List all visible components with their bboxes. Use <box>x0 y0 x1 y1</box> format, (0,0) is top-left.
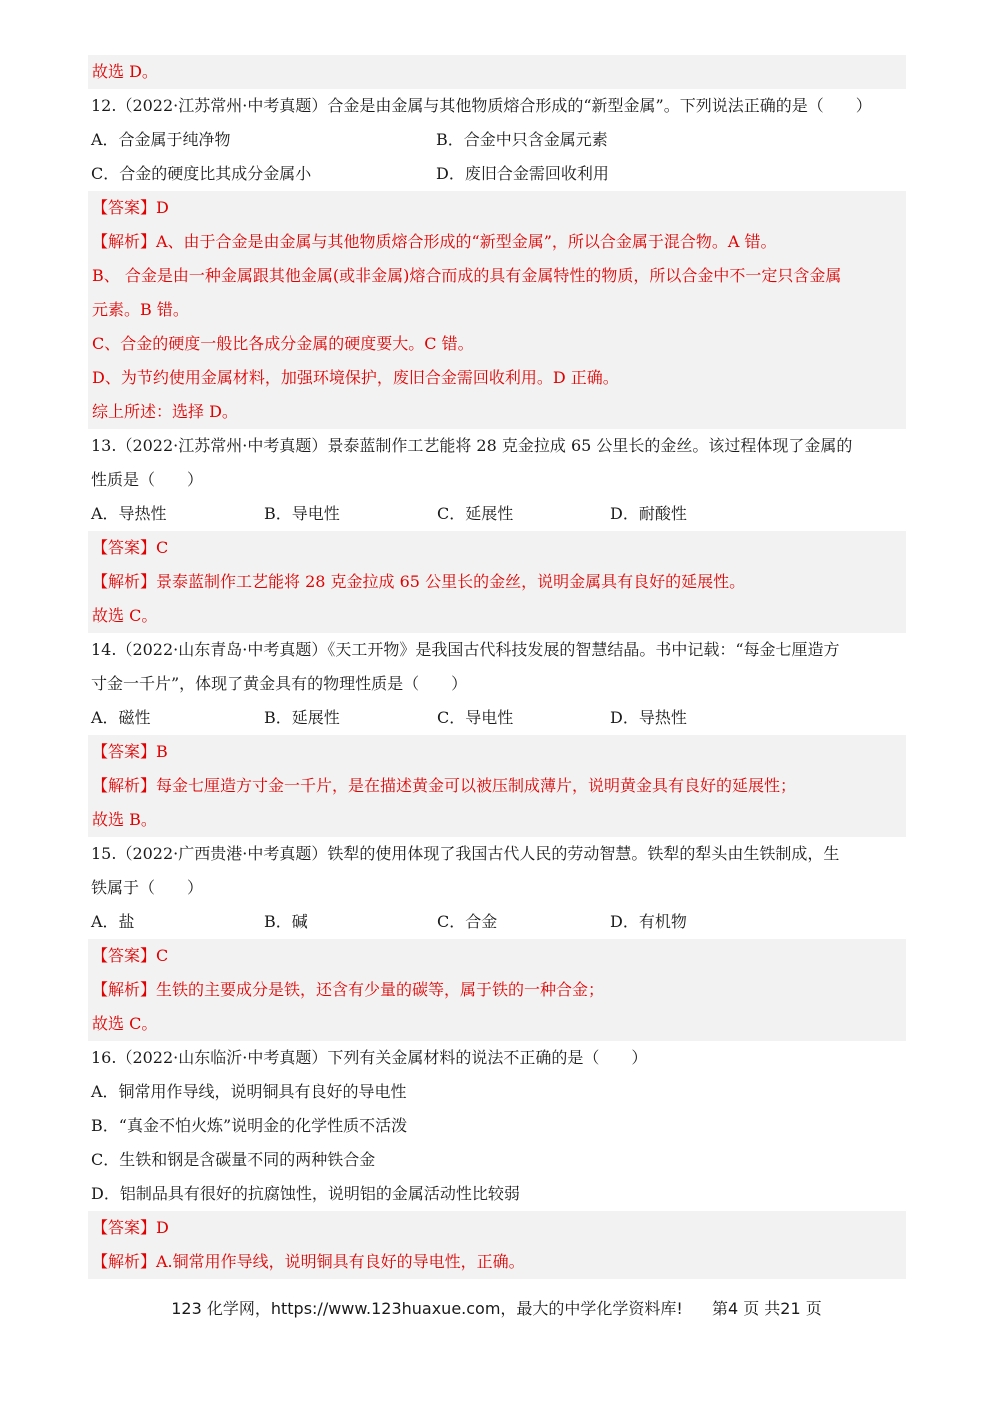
question-stem: 14.（2022·山东青岛·中考真题）《天工开物》是我国古代科技发展的智慧结晶。书中记载：“每金七厘造方 <box>91 640 840 659</box>
question-12 <box>88 89 906 191</box>
option-a: A．盐 <box>91 912 135 931</box>
answer-block-12 <box>88 191 906 429</box>
analysis-line: 故选 C。 <box>92 606 158 625</box>
options-row <box>88 905 906 939</box>
analysis-line: C、合金的硬度一般比各成分金属的硬度要大。C 错。 <box>92 334 474 353</box>
question-stem: 15.（2022·广西贵港·中考真题）铁犁的使用体现了我国古代人民的劳动智慧。铁犁的犁头由生铁制成，生 <box>91 844 840 863</box>
option-b: B．延展性 <box>264 708 340 727</box>
analysis-line: 综上所述：选择 D。 <box>92 402 238 421</box>
option-b: B．“真金不怕火炼”说明金的化学性质不活泼 <box>91 1116 408 1135</box>
option-b: B．导电性 <box>264 504 340 523</box>
option-d: D．导热性 <box>610 708 687 727</box>
question-stem: 16.（2022·山东临沂·中考真题）下列有关金属材料的说法不正确的是（ ） <box>91 1048 648 1067</box>
option-c: C．导电性 <box>437 708 514 727</box>
options-row <box>88 497 906 531</box>
analysis-line: D、为节约使用金属材料，加强环境保护，废旧合金需回收利用。D 正确。 <box>92 368 619 387</box>
page-footer <box>0 1295 993 1323</box>
answer-block-14 <box>88 735 906 837</box>
option-b: B．碱 <box>264 912 308 931</box>
question-stem: 铁属于（ ） <box>91 878 204 897</box>
options-row <box>88 701 906 735</box>
question-stem: 性质是（ ） <box>91 470 204 489</box>
analysis-line: 故选 B。 <box>92 810 157 829</box>
answer-line: 【答案】D <box>92 1218 169 1237</box>
footer-site-text: 123 化学网，https://www.123huaxue.com，最大的中学化学资料库! <box>171 1299 683 1318</box>
analysis-line: 元素。B 错。 <box>92 300 189 319</box>
analysis-line: B、 合金是由一种金属跟其他金属(或非金属)熔合而成的具有金属特性的物质，所以合金中不一定只含金属 <box>92 266 842 285</box>
question-16 <box>88 1041 906 1211</box>
question-14 <box>88 633 906 735</box>
option-b: B．合金中只含金属元素 <box>436 130 608 149</box>
options-row <box>88 157 906 191</box>
answer-line: 【答案】C <box>92 538 169 557</box>
answer-line: 【答案】C <box>92 946 169 965</box>
option-d: D．铝制品具有很好的抗腐蚀性，说明铝的金属活动性比较弱 <box>91 1184 520 1203</box>
option-a: A．导热性 <box>91 504 167 523</box>
answer-line: 【答案】D <box>92 198 169 217</box>
analysis-line: 【解析】每金七厘造方寸金一千片，是在描述黄金可以被压制成薄片，说明黄金具有良好的延展性； <box>92 776 797 795</box>
question-stem: 寸金一千片”，体现了黄金具有的物理性质是（ ） <box>91 674 468 693</box>
option-c: C．延展性 <box>437 504 514 523</box>
option-c: C．合金的硬度比其成分金属小 <box>91 164 312 183</box>
options-row <box>88 123 906 157</box>
analysis-line: 【解析】A、由于合金是由金属与其他物质熔合形成的“新型金属”，所以合金属于混合物。A 错。 <box>92 232 777 251</box>
prev-answer-block <box>88 55 906 89</box>
question-13 <box>88 429 906 531</box>
analysis-line: 【解析】景泰蓝制作工艺能将 28 克金拉成 65 公里长的金丝，说明金属具有良好的延展性。 <box>92 572 746 591</box>
option-c: C．合金 <box>437 912 498 931</box>
answer-block-16 <box>88 1211 906 1279</box>
question-15 <box>88 837 906 939</box>
option-d: D．耐酸性 <box>610 504 687 523</box>
analysis-line: 【解析】A.铜常用作导线，说明铜具有良好的导电性，正确。 <box>92 1252 525 1271</box>
analysis-line: 故选 C。 <box>92 1014 158 1033</box>
answer-line: 【答案】B <box>92 742 168 761</box>
option-d: D．废旧合金需回收利用 <box>436 164 609 183</box>
prev-conclusion: 故选 D。 <box>92 62 158 81</box>
option-a: A．合金属于纯净物 <box>91 130 231 149</box>
option-a: A．磁性 <box>91 708 151 727</box>
option-a: A．铜常用作导线，说明铜具有良好的导电性 <box>91 1082 407 1101</box>
question-stem: 12.（2022·江苏常州·中考真题）合金是由金属与其他物质熔合形成的“新型金属”。下列说法正确的是（ ） <box>91 96 872 115</box>
option-c: C．生铁和钢是含碳量不同的两种铁合金 <box>91 1150 376 1169</box>
option-d: D．有机物 <box>610 912 687 931</box>
answer-block-15 <box>88 939 906 1041</box>
document-page <box>88 55 906 1279</box>
analysis-line: 【解析】生铁的主要成分是铁，还含有少量的碳等，属于铁的一种合金； <box>92 980 605 999</box>
page-number: 第4 页 共21 页 <box>711 1299 822 1318</box>
question-stem: 13.（2022·江苏常州·中考真题）景泰蓝制作工艺能将 28 克金拉成 65 公里长的金丝。该过程体现了金属的 <box>91 436 853 455</box>
answer-block-13 <box>88 531 906 633</box>
